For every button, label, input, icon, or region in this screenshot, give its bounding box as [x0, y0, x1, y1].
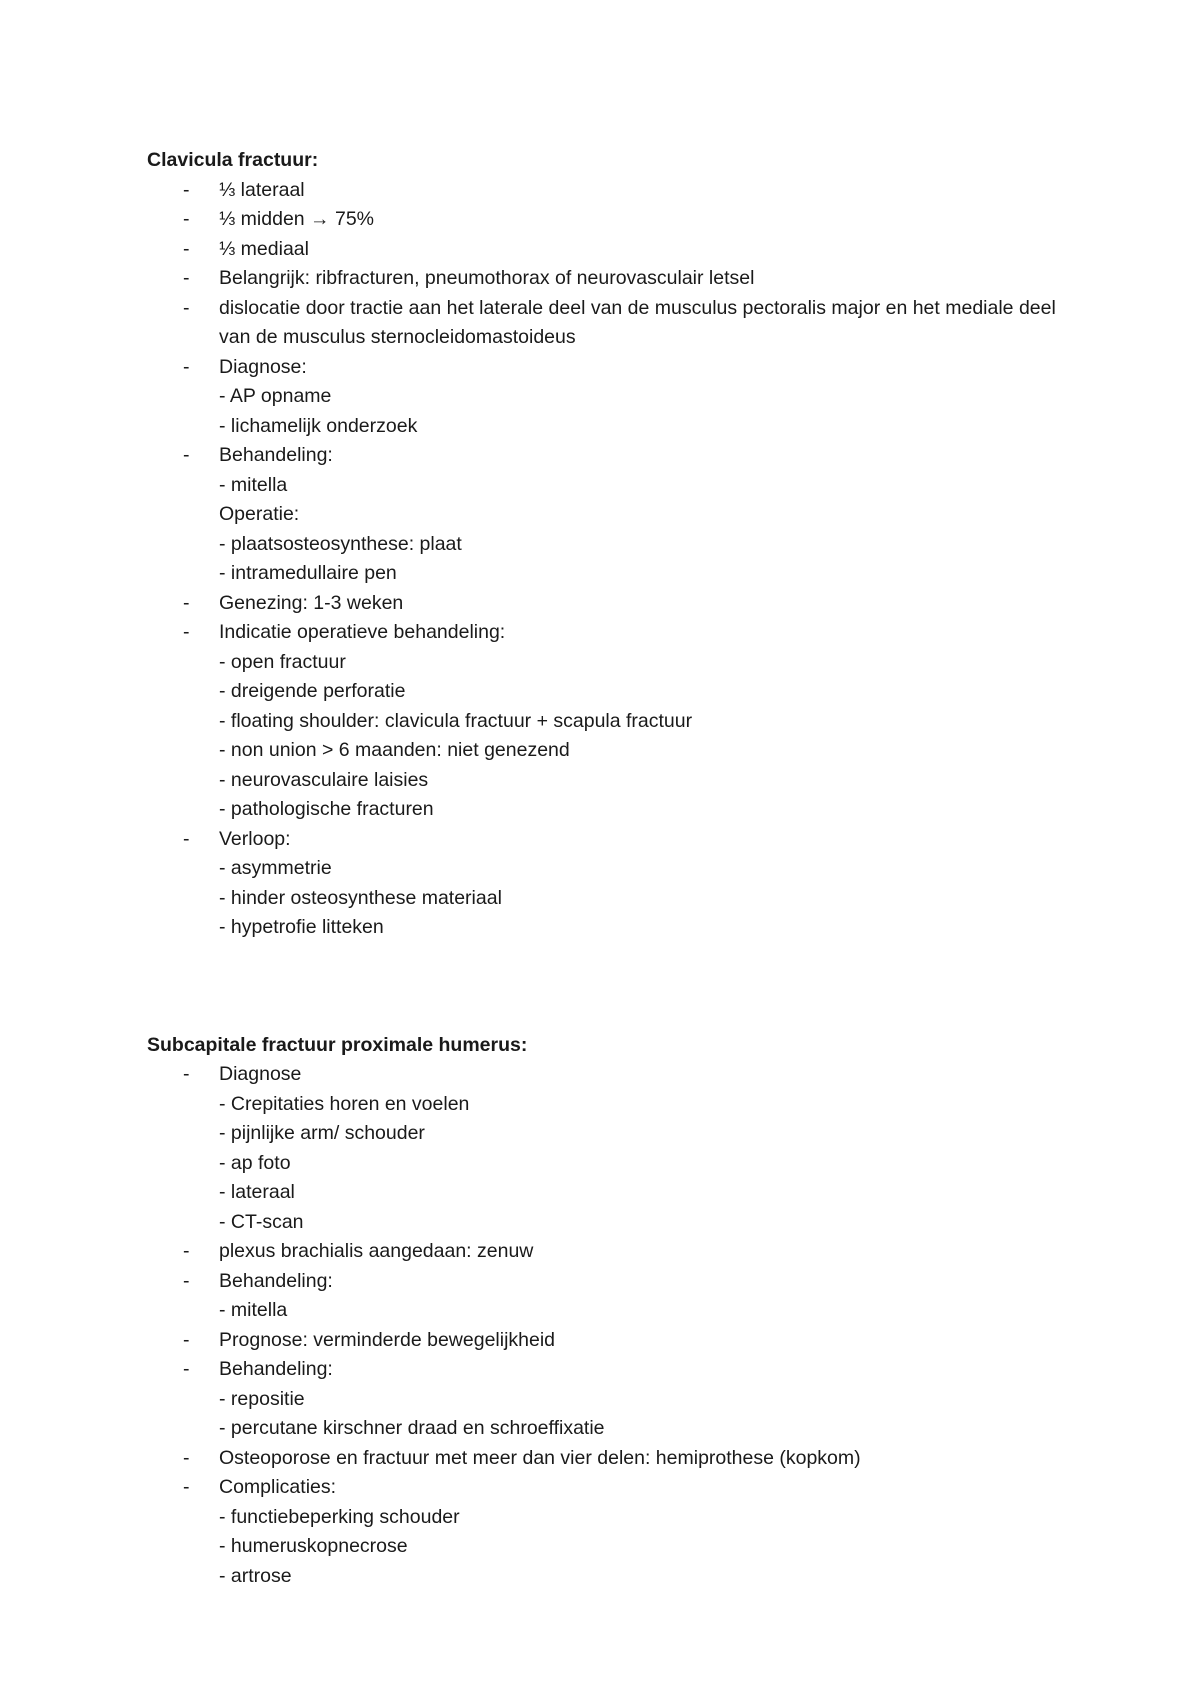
bullet-dash: - — [183, 444, 190, 466]
list-item — [147, 1444, 1067, 1474]
list-item — [147, 825, 1067, 943]
item-text: Indicatie operatieve behandeling: — [219, 621, 506, 643]
list-item — [147, 618, 1067, 825]
sub-item-text: - ap foto — [219, 1151, 291, 1174]
sub-item-text: - asymmetrie — [219, 857, 332, 879]
list-item — [147, 1237, 1067, 1267]
list-item — [147, 294, 1067, 353]
bullet-dash: - — [183, 355, 190, 378]
document-page — [147, 146, 1067, 1591]
item-text: ⅓ lateraal — [219, 178, 305, 201]
sub-item-text: - open fractuur — [219, 650, 346, 673]
section-clavicula — [147, 146, 1067, 943]
bullet-dash: - — [183, 267, 190, 289]
item-text: Belangrijk: ribfracturen, pneumothorax of neurovasculair letsel — [219, 267, 755, 289]
bullet-dash: - — [183, 1240, 190, 1262]
sub-item-text: - non union > 6 maanden: niet genezend — [219, 739, 570, 761]
list-item — [147, 589, 1067, 619]
sub-item-text: - humeruskopnecrose — [219, 1535, 408, 1557]
sub-item-text: - Crepitaties horen en voelen — [219, 1092, 470, 1115]
item-text: Osteoporose en fractuur met meer dan vier delen: hemiprothese (kopkom) — [219, 1446, 861, 1469]
bullet-dash: - — [183, 1446, 190, 1469]
list-item — [147, 1267, 1067, 1326]
sub-item-text: - lichamelijk onderzoek — [219, 414, 418, 437]
bullet-dash: - — [183, 1063, 190, 1085]
bullet-list — [147, 176, 1067, 943]
item-text: Behandeling: — [219, 1358, 333, 1380]
sub-item-text: - hinder osteosynthese materiaal — [219, 886, 502, 909]
sub-item-text: - lateraal — [219, 1181, 295, 1203]
sub-item-text: - plaatsosteosynthese: plaat — [219, 532, 462, 555]
list-item — [147, 441, 1067, 589]
list-item — [147, 264, 1067, 294]
sub-item-text: - hypetrofie litteken — [219, 916, 384, 938]
sub-item-text: - intramedullaire pen — [219, 562, 397, 584]
item-text: Verloop: — [219, 827, 291, 850]
item-text: Diagnose — [219, 1063, 302, 1085]
bullet-dash: - — [183, 296, 190, 319]
bullet-dash: - — [183, 1328, 190, 1351]
bullet-dash: - — [183, 237, 190, 260]
sub-item-text: - percutane kirschner draad en schroeffixatie — [219, 1417, 605, 1439]
list-item — [147, 1473, 1067, 1591]
list-item — [147, 353, 1067, 442]
list-item — [147, 1060, 1067, 1237]
section-title: Subcapitale fractuur proximale humerus: — [147, 1033, 528, 1056]
section-spacer — [147, 943, 1067, 1031]
sub-item-text: - mitella — [219, 473, 288, 496]
list-item — [147, 1355, 1067, 1444]
list-item — [147, 176, 1067, 206]
sub-item-text: - CT-scan — [219, 1210, 304, 1233]
item-text: ⅓ mediaal — [219, 237, 309, 260]
list-item — [147, 205, 1067, 235]
bullet-dash: - — [183, 591, 190, 614]
item-text: Complicaties: — [219, 1476, 337, 1498]
item-text: dislocatie door tractie aan het laterale deel van de musculus pectoralis major en het mediale deel van de musculus sternocleidomastoideus — [219, 296, 1056, 348]
bullet-dash: - — [183, 1358, 190, 1380]
sub-item-text: - neurovasculaire laisies — [219, 768, 429, 791]
item-text: Prognose: verminderde bewegelijkheid — [219, 1328, 556, 1351]
item-text: Diagnose: — [219, 355, 307, 378]
sub-item-text: - pathologische fracturen — [219, 798, 434, 820]
sub-item-text: - functiebeperking schouder — [219, 1505, 460, 1528]
item-text: Behandeling: — [219, 444, 333, 466]
sub-item-text: - artrose — [219, 1564, 292, 1587]
sub-item-text: - pijnlijke arm/ schouder — [219, 1122, 425, 1144]
section-subcapitale — [147, 1031, 1067, 1592]
list-item — [147, 1326, 1067, 1356]
list-item — [147, 235, 1067, 265]
bullet-dash: - — [183, 621, 190, 643]
bullet-dash: - — [183, 827, 190, 850]
item-text: Behandeling: — [219, 1269, 333, 1292]
sub-item-text: - mitella — [219, 1299, 288, 1321]
sub-item-text: Operatie: — [219, 503, 300, 525]
bullet-dash: - — [183, 208, 190, 230]
bullet-dash: - — [183, 1269, 190, 1292]
bullet-dash: - — [183, 1476, 190, 1498]
bullet-list — [147, 1060, 1067, 1591]
sub-item-text: - repositie — [219, 1387, 305, 1410]
sub-item-text: - floating shoulder: clavicula fractuur + scapula fractuur — [219, 709, 693, 732]
section-title: Clavicula fractuur: — [147, 149, 319, 171]
item-text: Genezing: 1-3 weken — [219, 591, 404, 614]
item-text: ⅓ midden → 75% — [219, 208, 375, 230]
item-text: plexus brachialis aangedaan: zenuw — [219, 1240, 534, 1262]
sub-item-text: - AP opname — [219, 385, 332, 407]
bullet-dash: - — [183, 178, 190, 201]
sub-item-text: - dreigende perforatie — [219, 680, 406, 702]
